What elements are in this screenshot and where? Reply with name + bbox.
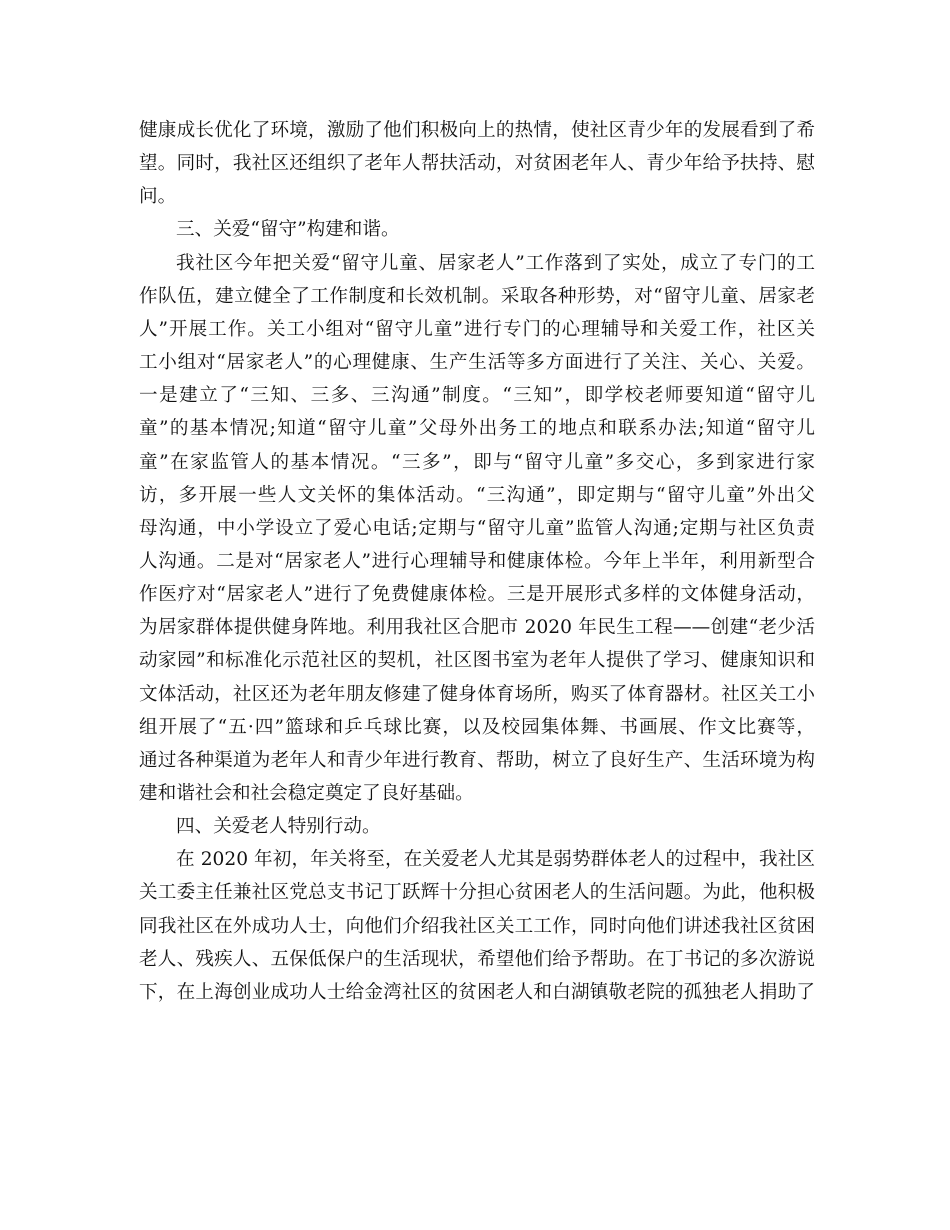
text-line: 访，多开展一些人文关怀的集体活动。“三沟通”，即定期与“留守儿童”外出父 [139, 484, 815, 506]
text-line: 我社区今年把关爱“留守儿童、居家老人”工作落到了实处，成立了专门的工 [176, 252, 815, 274]
text-line: 老人、残疾人、五保低保户的生活现状，希望他们给予帮助。在丁书记的多次游说 [139, 948, 815, 970]
text-line: 下，在上海创业成功人士给金湾社区的贫困老人和白湖镇敬老院的孤独老人捐助了 [139, 981, 815, 1003]
text-line: 工小组对“居家老人”的心理健康、生产生活等多方面进行了关注、关心、关爱。 [139, 352, 815, 374]
text-line: 人沟通。二是对“居家老人”进行心理辅导和健康体检。今年上半年，利用新型合 [139, 550, 815, 572]
text-line: 动家园”和标准化示范社区的契机，社区图书室为老年人提供了学习、健康知识和 [139, 650, 815, 672]
text-line: 一是建立了“三知、三多、三沟通”制度。“三知”，即学校老师要知道“留守儿 [139, 385, 815, 407]
text-line: 建和谐社会和社会稳定奠定了良好基础。 [139, 783, 474, 804]
text-line: 同我社区在外成功人士，向他们介绍我社区关工工作，同时向他们讲述我社区贫困 [139, 915, 815, 937]
text-line: 在 2020 年初，年关将至，在关爱老人尤其是弱势群体老人的过程中，我社区 [176, 849, 815, 871]
text-line: 童”的基本情况;知道“留守儿童”父母外出务工的地点和联系办法;知道“留守儿 [139, 418, 815, 440]
text-line: 关工委主任兼社区党总支书记丁跃辉十分担心贫困老人的生活问题。为此，他积极 [139, 882, 815, 904]
text-line: 母沟通，中小学设立了爱心电话;定期与“留守儿童”监管人沟通;定期与社区负责 [139, 517, 815, 539]
text-line: 组开展了“五·四”篮球和乒乓球比赛，以及校园集体舞、书画展、作文比赛等， [139, 716, 815, 738]
text-line: 四、关爱老人特别行动。 [176, 816, 381, 838]
text-line: 文体活动，社区还为老年朋友修建了健身体育场所，购买了体育器材。社区关工小 [139, 683, 815, 705]
text-line: 健康成长优化了环境，激励了他们积极向上的热情，使社区青少年的发展看到了希 [139, 120, 815, 141]
text-line: 人”开展工作。关工小组对“留守儿童”进行专门的心理辅导和关爱工作，社区关 [139, 318, 815, 340]
text-line: 作医疗对“居家老人”进行了免费健康体检。三是开展形式多样的文体健身活动， [139, 584, 815, 606]
text-line: 望。同时，我社区还组织了老年人帮扶活动，对贫困老年人、青少年给予扶持、慰 [139, 153, 815, 175]
text-line: 三、关爱“留守”构建和谐。 [176, 219, 400, 241]
text-line: 作队伍，建立健全了工作制度和长效机制。采取各种形势，对“留守儿童、居家老 [139, 285, 815, 307]
text-line: 童”在家监管人的基本情况。“三多”，即与“留守儿童”多交心，多到家进行家 [139, 451, 815, 473]
text-line: 为居家群体提供健身阵地。利用我社区合肥市 2020 年民生工程——创建“老少活 [139, 617, 815, 639]
text-line: 问。 [139, 186, 177, 208]
text-line: 通过各种渠道为老年人和青少年进行教育、帮助，树立了良好生产、生活环境为构 [139, 749, 815, 771]
